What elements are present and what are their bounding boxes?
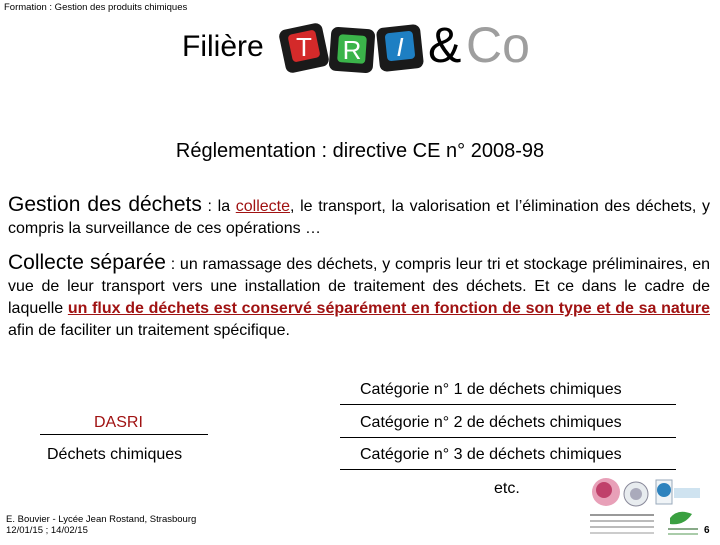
collecte-text-1: : un ramassage des déchets, y compris leur tri et stockage préliminaires, en vue de leur transport vers une installation de traitement des déchets. Et ce dans le cadre de laquelle xyxy=(8,256,710,317)
tri-tiles-graphic xyxy=(278,22,428,74)
tri-letter-i: I xyxy=(396,32,404,62)
collecte-highlight: un flux de déchets est conservé séparément en fonction de son type et de sa nature xyxy=(67,300,710,317)
footer xyxy=(6,514,196,536)
category-right-2: Catégorie n° 2 de déchets chimiques xyxy=(360,414,622,431)
divider-right-2 xyxy=(340,437,676,438)
page-number: 6 xyxy=(704,525,710,536)
category-right-3: Catégorie n° 3 de déchets chimiques xyxy=(360,446,622,463)
logo-ampersand: & xyxy=(428,17,462,73)
gestion-colon: : la xyxy=(201,198,236,215)
divider-left-1 xyxy=(40,434,208,435)
category-left-chimiques: Déchets chimiques xyxy=(47,446,183,463)
divider-right-1 xyxy=(340,404,676,405)
term-gestion: Gestion des déchets xyxy=(8,193,202,216)
category-left-dasri: DASRI xyxy=(94,414,143,431)
partner-logos-graphic xyxy=(584,470,704,540)
footer-dates: 12/01/15 ; 14/02/15 xyxy=(6,525,88,536)
gestion-highlight: collecte xyxy=(235,198,290,215)
partner-logos xyxy=(584,470,704,540)
definition-gestion xyxy=(8,194,710,240)
tri-logo xyxy=(278,22,428,74)
footer-author: E. Bouvier - Lycée Jean Rostand, Strasbourg xyxy=(6,514,197,525)
logo-suffix: Co xyxy=(466,17,530,73)
category-right-1: Catégorie n° 1 de déchets chimiques xyxy=(360,381,622,398)
definition-collecte xyxy=(8,252,710,342)
logo-prefix: Filière xyxy=(182,30,264,63)
term-collecte: Collecte séparée xyxy=(8,251,166,274)
tri-letter-r: R xyxy=(342,35,362,65)
gestion-rest: , le transport, la valorisation et l’élimination des déchets, y compris la surveillance de ces opérations … xyxy=(8,198,711,237)
regulation-title: Réglementation : directive CE n° 2008-98 xyxy=(175,140,545,162)
collecte-text-2: afin de faciliter un traitement spécifique. xyxy=(8,322,290,339)
tri-letter-t: T xyxy=(296,32,312,62)
header-note: Formation : Gestion des produits chimiques xyxy=(4,2,188,13)
categories-etc: etc. xyxy=(494,480,520,497)
